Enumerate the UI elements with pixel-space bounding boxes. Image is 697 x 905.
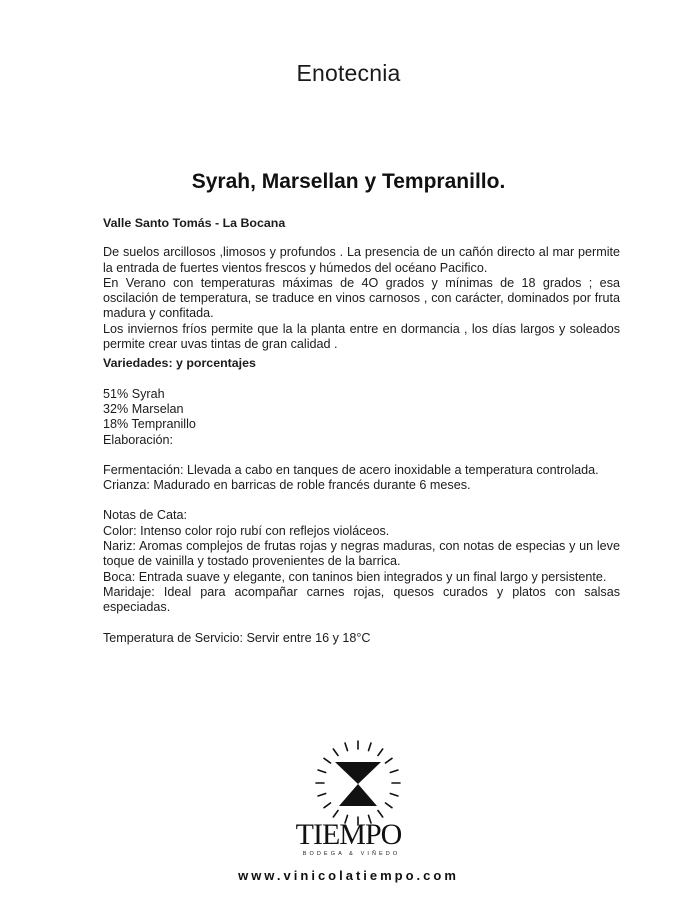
- variety-tempranillo: 18% Tempranillo: [103, 417, 196, 432]
- region-heading: Valle Santo Tomás - La Bocana: [103, 216, 286, 230]
- description-paragraph-3: Los inviernos fríos permite que la la planta entre en dormancia , los días largos y soleados permite crear uvas tintas de gran calidad .: [103, 321, 620, 352]
- tasting-pairing: Maridaje: Ideal para acompañar carnes rojas, quesos curados y platos con salsas especiadas.: [103, 584, 620, 615]
- fermentation-line: Fermentación: Llevada a cabo en tanques de acero inoxidable a temperatura controlada.: [103, 462, 599, 477]
- website-url[interactable]: www.vinicolatiempo.com: [238, 868, 459, 883]
- elaboration-label: Elaboración:: [103, 432, 174, 447]
- brand-wordmark: TIEMPO: [295, 818, 402, 851]
- serving-temperature: Temperatura de Servicio: Servir entre 16 y 18°C: [103, 630, 371, 645]
- tasting-color: Color: Intenso color rojo rubí con reflejos violáceos.: [103, 523, 390, 538]
- variety-syrah: 51% Syrah: [103, 386, 165, 401]
- brand-subtitle: BODEGA & VIÑEDO: [302, 851, 401, 857]
- tasting-nose: Nariz: Aromas complejos de frutas rojas y negras maduras, con notas de especias y un leve toque de vainilla y tostado provenientes de la barrica.: [103, 539, 620, 569]
- wine-title: Syrah, Marsellan y Tempranillo.: [191, 170, 506, 193]
- description-paragraph-2: En Verano con temperaturas máximas de 4O grados y mínimas de 18 grados ; esa oscilación de temperatura, se traduce en vinos carnosos , con carácter, dominados por fruta madura y confitada.: [103, 275, 620, 321]
- varieties-heading: Variedades: y porcentajes: [103, 356, 256, 371]
- aging-line: Crianza: Madurado en barricas de roble francés durante 6 meses.: [103, 478, 471, 493]
- wine-content: [103, 216, 620, 646]
- page-header: Enotecnia: [296, 60, 401, 86]
- tasting-label: Notas de Cata:: [103, 508, 188, 523]
- variety-marselan: 32% Marselan: [103, 401, 184, 416]
- description-paragraph-1: De suelos arcillosos ,limosos y profundos . La presencia de un cañón directo al mar permite la entrada de fuertes vientos frescos y húmedos del océano Pacifico.: [103, 245, 620, 275]
- tasting-palate: Boca: Entrada suave y elegante, con taninos bien integrados y un final largo y persistente.: [103, 569, 607, 584]
